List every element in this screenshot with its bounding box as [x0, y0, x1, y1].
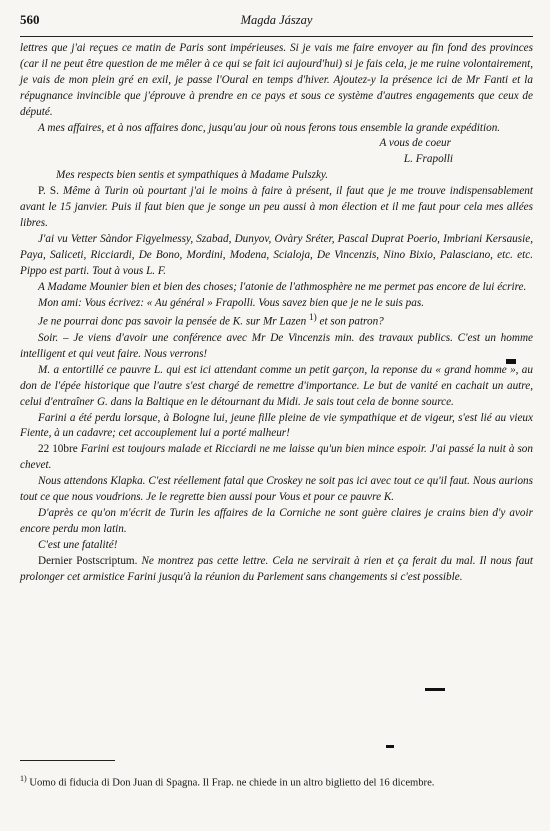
paragraph [20, 311, 533, 331]
paragraph: C'est une fatalité! [38, 538, 118, 551]
page [20, 10, 533, 586]
footnote-marker: 1) [20, 774, 27, 783]
footnote-ref: 1) [308, 313, 317, 324]
paragraph: Soir. – Je viens d'avoir une conférence avec Mr De Vincenzis min. des travaux publics. C'est un homme intelligent et qui veut faire. Nous verrons! [20, 332, 533, 360]
respects-line: Mes respects bien sentis et sympathiques à Madame Pulszky. [56, 169, 329, 182]
paragraph: Farini a été perdu lorsque, à Bologne lui, jeune fille pleine de vie sympathique et de vigeur, s'est lié au vieux Fiente, à un cadavre; cet accouplement lui a porté malheur! [20, 411, 533, 440]
page-number: 560 [20, 12, 40, 27]
letter-body [20, 41, 533, 586]
ps-label: P. S. [38, 185, 59, 198]
paragraph-text: Ne montrez pas cette lettre. Cela ne servirait à rien et ça ferait du mal. Il nous faut prolonger cet armistice Farini jusqu'à la réunion du Parlement sans changements si c'est possible. [20, 554, 534, 583]
ink-mark [386, 745, 394, 748]
ink-mark [506, 359, 516, 364]
paragraph: Mon ami: Vous écrivez: « Au général » Frapolli. Vous savez bien que je ne le suis pas. [38, 296, 425, 309]
date-label: 22 10bre [38, 443, 78, 456]
postscript [20, 184, 533, 232]
footnote-text: Uomo di fiducia di Don Juan di Spagna. Il Frap. ne chiede in un altro biglietto del 16 dicembre. [26, 777, 435, 789]
closing-salutation: A vous de coeur [379, 137, 451, 150]
paragraph [20, 554, 533, 586]
paragraph: A Madame Mounier bien et bien des choses; l'atonie de l'athmosphère ne me permet pas encore de lui écrire. [38, 280, 527, 293]
paragraph: A mes affaires, et à nos affaires donc, jusqu'au jour où nous ferons tous ensemble la grande expédition. [38, 121, 501, 134]
ps-text: Même à Turin où pourtant j'ai le moins à faire à présent, il faut que je me trouve indispensablement avant le 15 janvier. Puis il faut bien que je songe un peu aussi à mon élection et il me faut pour cela mes allées libres. [20, 185, 534, 229]
paragraph: J'ai vu Vetter Sàndor Figyelmessy, Szabad, Dunyov, Ovàry Sréter, Pascal Duprat Poerio, Imbriani Kersausie, Paya, Saliceti, Ricciardi, De Bono, Mordini, Modena, Scialoja, De Vincenzis, Nino Bixio, Palasciano, etc. etc. Pippo est parti. Tout à vous L. F. [20, 232, 533, 277]
paragraph: D'après ce qu'on m'écrit de Turin les affaires de la Corniche ne sont guère claires je crains bien d'y avoir encore perdu mon latin. [20, 507, 533, 535]
paragraph: M. a entortillé ce pauvre L. qui est ici attendant comme un petit garçon, la reponse du « grand homme », au don de l'épée historique que l'autre s'est chargé de remettre d'importance. Le but de vanité en cachait un autre, celui d'entraîner G. dans la Baltique en le détournant du Midi. Je sais tout cela de bonne source. [20, 363, 533, 408]
paragraph-text: et son patron? [316, 316, 384, 329]
paragraph: lettres que j'ai reçues ce matin de Paris sont impérieuses. Si je vais me faire envoyer au fin fond des provinces (car il ne peut être question de me mêler à ce qui se fait ici aujourd'hui) si je fais cela, je me ruine volontairement, je vais de mon plein gré en exil, je passe l'Oural en temps d'hiver. Ajoutez-y la présence ici de Mr Fanti et la répugnance invincible que j'éprouve à prendre en ce pays et sous ce système d'autres engagements que ceux de député. [20, 42, 533, 118]
running-title: Magda Jászay [240, 13, 313, 27]
paragraph-text: Je ne pourrai donc pas savoir la pensée de K. sur Mr Lazen [38, 316, 307, 329]
ink-mark [425, 688, 445, 691]
footnote [20, 771, 533, 791]
signature: L. Frapolli [403, 153, 453, 166]
paragraph [20, 442, 533, 474]
postscript-label: Dernier Postscriptum. [38, 554, 138, 567]
footnote-rule [20, 760, 115, 761]
paragraph-text: Farini est toujours malade et Ricciardi ne me laisse qu'un bien mince espoir. J'ai passé la nuit à son chevet. [20, 443, 533, 472]
page-header [20, 10, 533, 36]
header-rule [20, 36, 533, 37]
paragraph: Nous attendons Klapka. C'est réellement fatal que Croskey ne soit pas ici avec tout ce qu'il faut. Nous aurions tout ce que nous voudrions. Je le regrette bien aussi pour Vous et pour ce pauvre K. [20, 475, 533, 504]
